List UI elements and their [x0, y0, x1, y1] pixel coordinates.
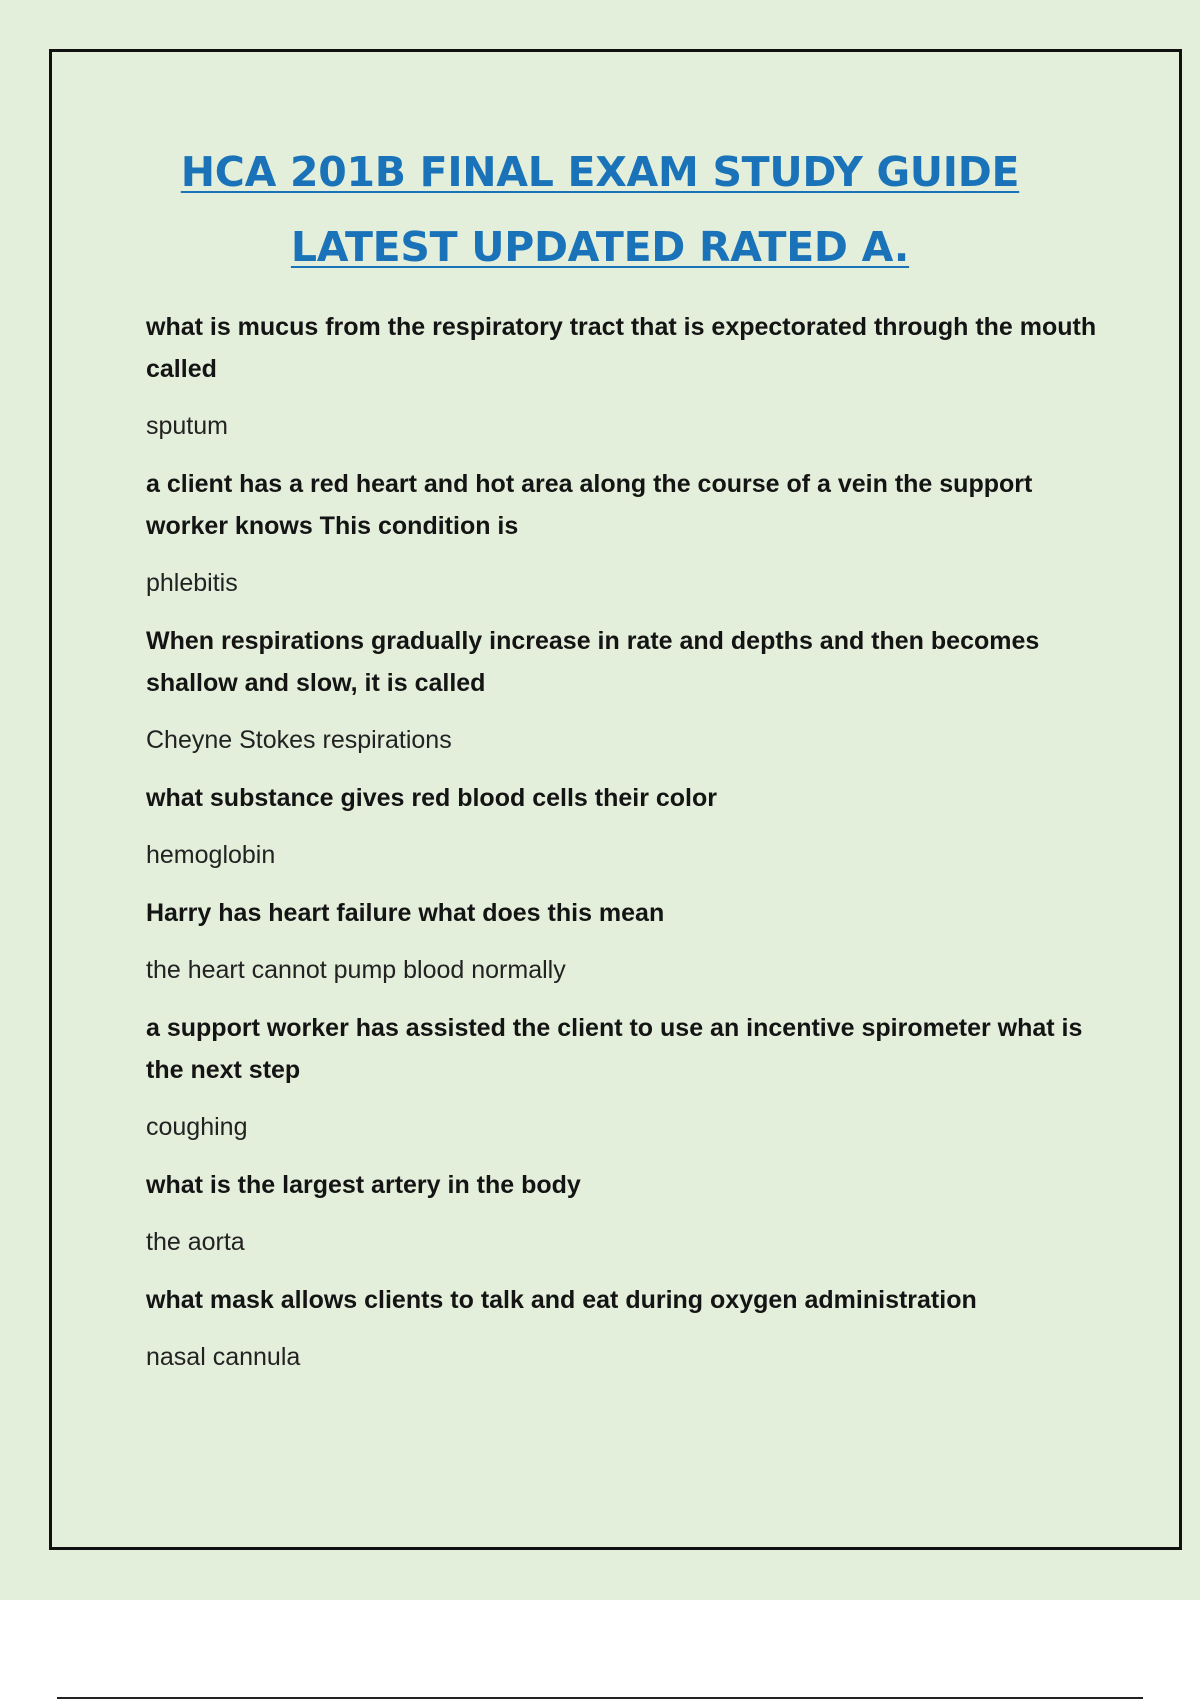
qa-item: [146, 463, 1106, 604]
question-text: what is mucus from the respiratory tract that is expectorated through the mouth called: [146, 313, 1097, 383]
answer-text: nasal cannula: [146, 1343, 301, 1371]
question-text: a client has a red heart and hot area along the course of a vein the support worker knows This condition is: [146, 470, 1033, 540]
title-line-1: HCA 201B FINAL EXAM STUDY GUIDE: [180, 148, 1020, 196]
question-text: what is the largest artery in the body: [146, 1171, 581, 1199]
question-text: a support worker has assisted the client to use an incentive spirometer what is the next step: [146, 1014, 1083, 1084]
question-text: what mask allows clients to talk and eat during oxygen administration: [146, 1286, 977, 1314]
document-title: [0, 148, 1200, 298]
answer-text: the heart cannot pump blood normally: [146, 956, 566, 984]
qa-item: [146, 620, 1106, 761]
question-text: When respirations gradually increase in rate and depths and then becomes shallow and slow, it is called: [146, 627, 1040, 697]
footer-divider: [57, 1697, 1143, 1699]
question-text: Harry has heart failure what does this mean: [146, 899, 665, 927]
answer-text: hemoglobin: [146, 841, 276, 869]
qa-item: [146, 1164, 1106, 1263]
qa-item: [146, 306, 1106, 447]
answer-text: Cheyne Stokes respirations: [146, 726, 452, 754]
qa-item: [146, 1007, 1106, 1148]
question-answer-list: [146, 306, 1106, 1394]
answer-text: sputum: [146, 412, 228, 440]
answer-text: coughing: [146, 1113, 248, 1141]
qa-item: [146, 892, 1106, 991]
qa-item: [146, 777, 1106, 876]
answer-text: the aorta: [146, 1228, 245, 1256]
title-line-2: LATEST UPDATED RATED A.: [290, 223, 910, 271]
answer-text: phlebitis: [146, 569, 238, 597]
qa-item: [146, 1279, 1106, 1378]
question-text: what substance gives red blood cells their color: [146, 784, 717, 812]
